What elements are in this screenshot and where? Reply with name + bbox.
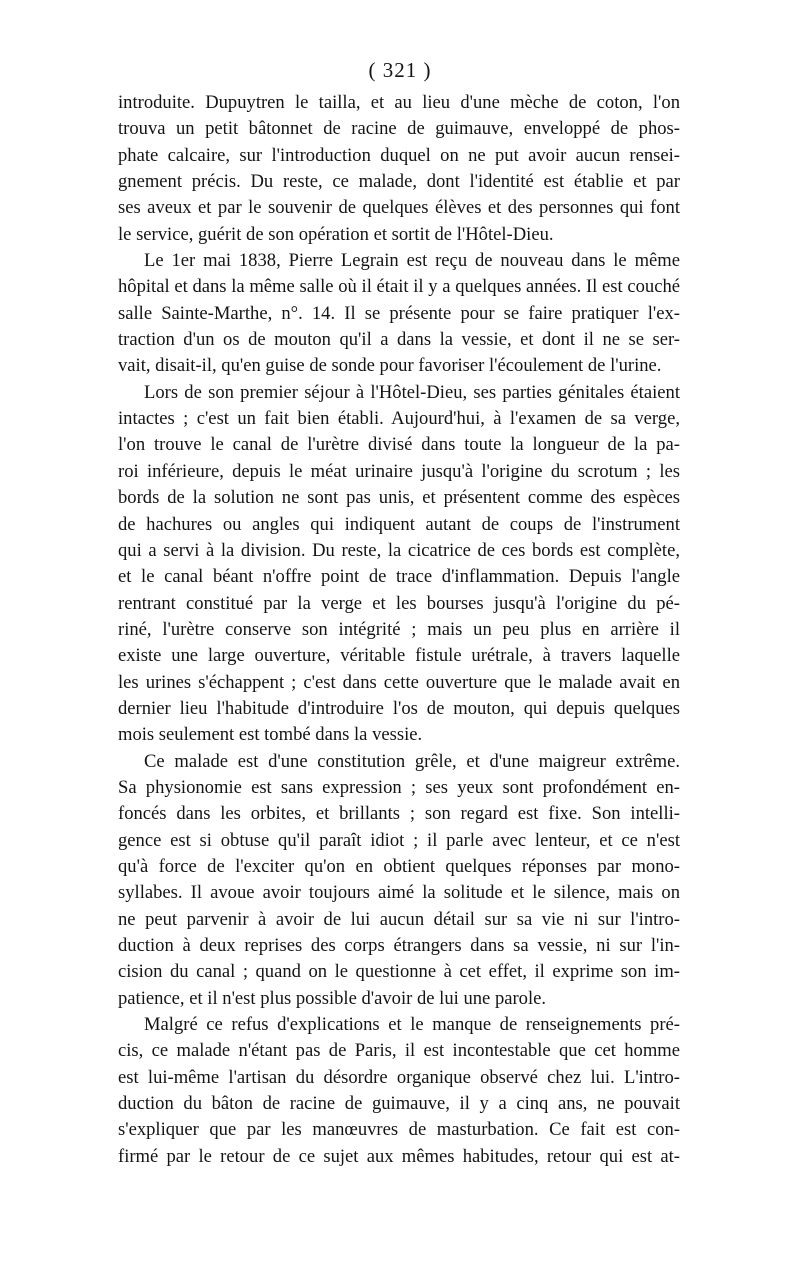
text-line: existe une large ouverture, véritable fistule urétrale, à travers laquelle [118, 645, 680, 667]
text-line: qui a servi à la division. Du reste, la cicatrice de ces bords est complète, [118, 539, 680, 561]
text-line: firmé par le retour de ce sujet aux mêmes habitudes, retour qui est at- [118, 1145, 680, 1167]
text-line: foncés dans les orbites, et brillants ; son regard est fixe. Son intelli- [118, 803, 680, 825]
text-line: Ce malade est d'une constitution grêle, et d'une maigreur extrême. [144, 750, 680, 772]
text-line: riné, l'urètre conserve son intégrité ; mais un peu plus en arrière il [118, 618, 680, 640]
text-line: ses aveux et par le souvenir de quelques élèves et des personnes qui font [118, 197, 680, 219]
text-line: qu'à force de l'exciter qu'on en obtient quelques réponses par mono- [118, 855, 680, 877]
text-line: Sa physionomie est sans expression ; ses yeux sont profondément en- [118, 776, 680, 798]
text-line: dernier lieu l'habitude d'introduire l'os de mouton, qui depuis quelques [118, 697, 680, 719]
text-line: duction à deux reprises des corps étrangers dans sa vessie, ni sur l'in- [118, 935, 680, 956]
text-line: les urines s'échappent ; c'est dans cette ouverture que le malade avait en [118, 671, 680, 693]
text-line: patience, et il n'est plus possible d'avoir de lui une parole. [118, 987, 547, 1009]
text-line: cision du canal ; quand on le questionne à cet effet, il exprime son im- [118, 961, 680, 983]
text-line: bords de la solution ne sont pas unis, et présentent comme des espèces [118, 487, 680, 509]
page-number: ( 321 ) [368, 58, 432, 82]
text-line: Le 1er mai 1838, Pierre Legrain est reçu de nouveau dans le même [144, 250, 680, 272]
text-line: intactes ; c'est un fait bien établi. Aujourd'hui, à l'examen de sa verge, [118, 408, 680, 430]
text-line: ne peut parvenir à avoir de lui aucun détail sur sa vie ni sur l'intro- [118, 908, 680, 930]
text-line: est lui-même l'artisan du désordre organique observé chez lui. L'intro- [118, 1066, 680, 1088]
text-line: phate calcaire, sur l'introduction duquel on ne put avoir aucun rensei- [118, 144, 680, 166]
text-line: traction d'un os de mouton qu'il a dans la vessie, et dont il ne se ser- [118, 329, 680, 351]
text-line: l'on trouve le canal de l'urètre divisé dans toute la longueur de la pa- [118, 434, 680, 456]
text-line: rentrant constitué par la verge et les bourses jusqu'à l'origine du pé- [118, 592, 680, 614]
text-line: et le canal béant n'offre point de trace d'inflammation. Depuis l'angle [118, 566, 680, 588]
text-line: cis, ce malade n'étant pas de Paris, il est incontestable que cet homme [118, 1040, 680, 1062]
text-line: s'expliquer que par les manœuvres de masturbation. Ce fait est con- [118, 1119, 680, 1141]
text-line: gence est si obtuse qu'il paraît idiot ; il parle avec lenteur, et ce n'est [118, 829, 680, 851]
text-line: vait, disait-il, qu'en guise de sonde pour favoriser l'écoulement de l'urine. [118, 355, 662, 377]
text-line: salle Sainte-Marthe, n°. 14. Il se présente pour se faire pratiquer l'ex- [118, 302, 680, 324]
text-line: syllabes. Il avoue avoir toujours aimé la solitude et le silence, mais on [118, 882, 680, 904]
text-line: le service, guérit de son opération et sortit de l'Hôtel-Dieu. [118, 223, 554, 245]
text-line: introduite. Dupuytren le tailla, et au lieu d'une mèche de coton, l'on [118, 92, 680, 113]
text-line: mois seulement est tombé dans la vessie. [118, 724, 423, 746]
text-line: Malgré ce refus d'explications et le manque de renseignements pré- [144, 1014, 680, 1036]
text-line: Lors de son premier séjour à l'Hôtel-Dieu, ses parties génitales étaient [144, 381, 680, 403]
text-line: de hachures ou angles qui indiquent autant de coups de l'instrument [118, 513, 680, 535]
text-line: duction du bâton de racine de guimauve, il y a cinq ans, ne pouvait [118, 1093, 680, 1115]
text-line: gnement précis. Du reste, ce malade, dont l'identité est établie et par [118, 171, 680, 193]
text-line: roi inférieure, depuis le méat urinaire jusqu'à l'origine du scrotum ; les [118, 460, 680, 482]
text-line: trouva un petit bâtonnet de racine de guimauve, enveloppé de phos- [118, 118, 680, 140]
body-text [118, 90, 680, 1170]
text-line: hôpital et dans la même salle où il était il y a quelques années. Il est couché [118, 276, 680, 298]
